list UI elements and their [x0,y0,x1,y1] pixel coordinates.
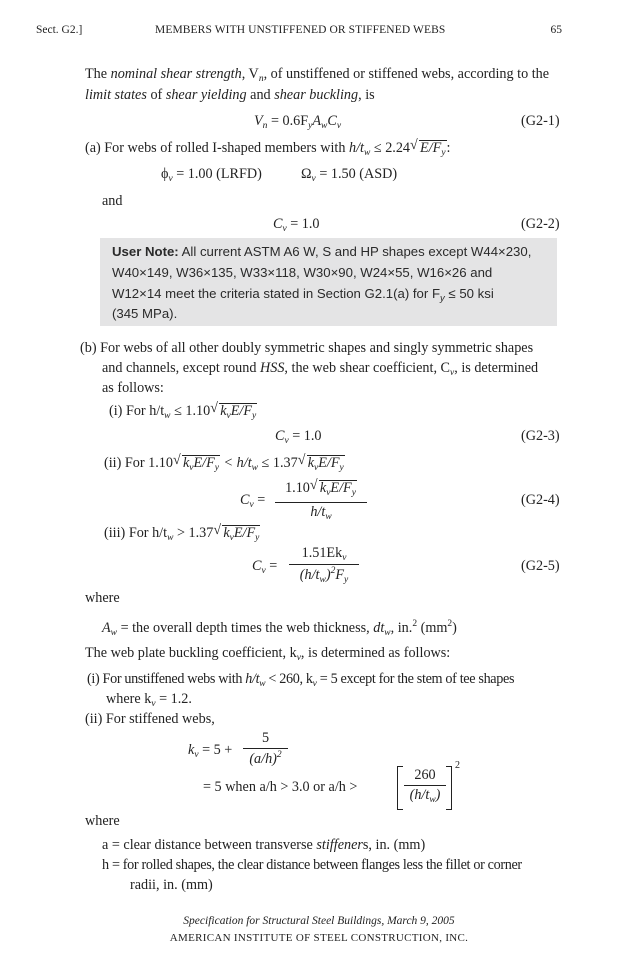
kv-eq-lhs: $k_v = 5$ + [188,742,233,760]
equation-number-g2-3: (G2-3) [521,428,560,444]
page-header [0,24,638,40]
where-label-1: where [85,590,120,606]
eq5-lhs: $C_v$ = [252,558,278,576]
equation-number-g2-1: (G2-1) [521,113,560,129]
bracket-fraction: $\frac{260}{(h/t_w)}$ [404,767,446,805]
kv-case-i-line-1: (i) For unstiffened webs with $h/t_w < 260$, $k_v = 5$ except for the stem of tee shapes [87,671,515,689]
kv-fraction: $\frac{5}{(a/h)^2}$ [243,730,288,768]
page-number: 65 [550,24,562,36]
part-a-line: (a) For webs of rolled I-shaped members with $h/t_w \le 2.24$ √ $E/F_y$: [85,140,450,161]
case-ii-line: (ii) For 1.10 √ $k_vE/F_y < h/t_w \le 1.37$ √ $k_vE/F_y$ [104,455,345,476]
kv-intro: The web plate buckling coefficient, $k_v$, is determined as follows: [85,645,451,663]
where-label-2: where [85,813,120,829]
kv-case-i-line-2: where $k_v = 1.2$. [106,691,192,709]
user-note-line-4: (345 MPa). [112,306,178,321]
eq4-fraction: 1.10 √ $k_vE/F_y$ $h/t_w$ [275,480,367,522]
part-b-line-3: as follows: [102,380,164,396]
section-label: Sect. G2.] [36,24,83,36]
intro-line-1: The nominal shear strength, $V_n$, of unstiffened or stiffened webs, according to the [85,66,550,84]
bracket-exponent: 2 [455,760,460,771]
equation-g2-2: $C_v = 1.0$ [273,216,320,234]
case-iii-line: (iii) For $h/t_w > 1.37$ √ $k_vE/F_y$ [104,525,260,546]
user-note-box [100,238,557,326]
aw-definition: $A_w$ = the overall depth times the web thickness, $dt_w$, in.$^2$ $(mm^2)$ [102,619,457,638]
a-definition: a = clear distance between transverse stiffeners, in. (mm) [102,837,426,853]
h-definition-line-1: h = for rolled shapes, the clear distance between flanges less the fillet or corner [102,857,522,873]
equation-number-g2-5: (G2-5) [521,558,560,574]
h-definition-line-2: radii, in. (mm) [130,877,213,893]
user-note-line-3: W12×14 meet the criteria stated in Section G2.1(a) for $F_y \le 50$ ksi [112,286,494,304]
omega-line: $\Omega_v = 1.50$ (ASD) [301,166,398,184]
part-b-line-1: (b) For webs of all other doubly symmetric shapes and singly symmetric shapes [80,340,534,356]
phi-line: $\phi_v = 1.00$ (LRFD) [161,166,262,184]
intro-line-2: limit states of shear yielding and shear buckling, is [85,87,375,103]
footer-spec-title: Specification for Structural Steel Buildings, March 9, 2005 [183,915,455,927]
eq5-fraction: $1.51Ek_v$ $(h/t_w)^2F_y$ [289,545,359,585]
equation-g2-1: $V_n = 0.6F_yA_wC_v$ [254,113,342,131]
kv-eq-line-2: = 5 when a/h > 3.0 or a/h > [203,779,358,795]
right-bracket [446,766,452,810]
kv-case-ii: (ii) For stiffened webs, [85,711,215,727]
footer-publisher: AMERICAN INSTITUTE OF STEEL CONSTRUCTION, INC. [169,932,469,944]
left-bracket [397,766,403,810]
case-i-line: (i) For $h/t_w \le 1.10$ √ $k_vE/F_y$ [109,403,257,424]
running-title: MEMBERS WITH UNSTIFFENED OR STIFFENED WEBS [155,24,446,36]
equation-number-g2-2: (G2-2) [521,216,560,232]
user-note-label: User Note: [112,244,179,259]
user-note-line-2: W40×149, W36×135, W33×118, W30×90, W24×55, W16×26 and [112,265,493,280]
and-word: and [102,193,123,209]
part-b-line-2: and channels, except round HSS, the web shear coefficient, $C_v$, is determined [102,360,539,378]
eq4-lhs: $C_v$ = [240,492,266,510]
user-note-line-1: User Note: All current ASTM A6 W, S and HP shapes except W44×230, [112,244,532,259]
sqrt-symbol: √ $E/F_y$ [410,140,447,161]
equation-number-g2-4: (G2-4) [521,492,560,508]
equation-g2-3: $C_v = 1.0$ [275,428,322,446]
